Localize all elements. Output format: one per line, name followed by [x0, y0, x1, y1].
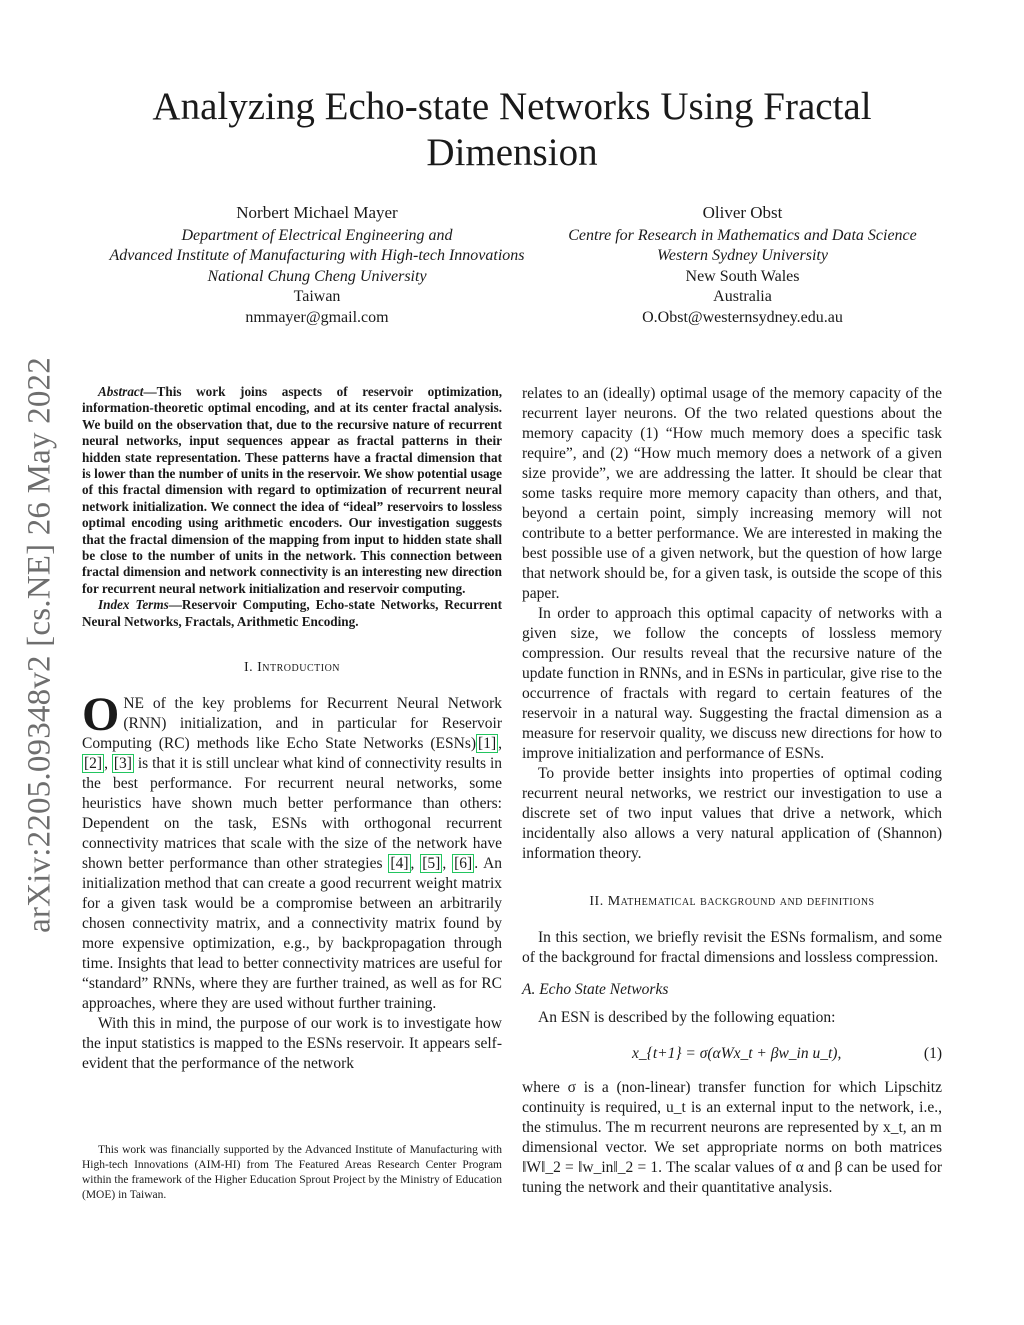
citation-link[interactable]: [1]: [478, 735, 497, 753]
intro-paragraph-2: With this in mind, the purpose of our work is to investigate how the input statistics is mapped to the ESNs reservoir. It appears self-evident that the performance of the network: [82, 1015, 502, 1073]
arxiv-identifier: arXiv:2205.09348v2 [cs.NE] 26 May 2022: [21, 357, 58, 933]
index-terms: [82, 597, 502, 630]
background-intro: In this section, we briefly revisit the ESNs formalism, and some of the background for fractal dimensions and lossless compression.: [522, 929, 942, 966]
author-affiliation: Western Sydney University: [657, 247, 828, 264]
esn-intro: An ESN is described by the following equation:: [538, 1009, 836, 1026]
subsection-heading-esn: A. Echo State Networks: [522, 981, 669, 998]
funding-footnote: This work was financially supported by the Advanced Institute of Manufacturing with High-tech Innovations (AIM-HI) from The Featured Areas Research Center Program within the framework of the Higher Education Sprout Project by the Ministry of Education (MOE) in Taiwan.: [82, 1144, 502, 1201]
right-column: [522, 384, 942, 1198]
arxiv-stamp: [0, 345, 80, 945]
author-name: Oliver Obst: [702, 203, 783, 222]
author-email[interactable]: nmmayer@gmail.com: [245, 308, 389, 326]
citation-link[interactable]: [2]: [84, 755, 103, 773]
author-block-2: [540, 203, 945, 328]
citation-separator: ,: [498, 735, 502, 753]
author-country: Australia: [713, 288, 772, 305]
section-heading-background: II. Mathematical background and definitions: [589, 894, 875, 909]
intro-text-end: . An initialization method that can create a good recurrent weight matrix for a given task would be a compromise between an arbitrarily chosen connectivity matrix, and a connectivity matrix found by more expensive optimization, e.g., by backpropagation through time. Insights that lead to better connectivity matrices are useful for “standard” RNNs, where they are further trained, as well as for RC approaches, where they are used without further training.: [82, 855, 503, 1013]
index-terms-text: —Reservoir Computing, Echo-state Networks, Recurrent Neural Networks, Fractals, Arithmetic Encoding.: [82, 597, 502, 629]
left-column: [82, 384, 502, 1074]
section-heading-introduction: I. Introduction: [243, 660, 341, 676]
author-affiliation: National Chung Cheng University: [207, 267, 427, 285]
abstract-label: Abstract: [98, 384, 144, 399]
citation-separator: ,: [410, 855, 421, 873]
equation-number: (1): [923, 1045, 942, 1062]
equation-1: [522, 1038, 942, 1068]
intro-text-mid: is that it is still unclear what kind of connectivity results in the best performance. For recurrent neural networks, some heuristics have shown much better performance than others: Dependent on the task, ESNs with orthogonal recurrent connectivity matrices that scale with the size of the network have shown better performance than other strategies: [82, 755, 503, 873]
abstract: [82, 384, 502, 597]
esn-description: where σ is a (non-linear) transfer function for which Lipschitz continuity is required, u_t is an external input to the network, i.e., the stimulus. The m recurrent neurons are represented by x_t, an m dimensional vector. We set appropriate norms on both matrices ‖W‖_2 = ‖w_in‖_2 = 1. The scalar values of α and β can be used for tuning the network and their quantitative analysis.: [522, 1079, 942, 1196]
author-block-1: [82, 203, 552, 328]
paper-title: Analyzing Echo-state Networks Using Fractal Dimension: [152, 85, 872, 174]
author-affiliation: Advanced Institute of Manufacturing with High-tech Innovations: [109, 247, 525, 264]
citation-link[interactable]: [6]: [454, 855, 473, 873]
intro-paragraph-2-continued: relates to an (ideally) optimal usage of the memory capacity of the recurrent layer neurons. Of the two related questions about the memory capacity (1) “How much memory does a specific task require”, and (2) “How much memory does a network of a given size provide”, we are addressing the latter. It should be clear that some tasks require more memory capacity than others, and that, beyond a certain point, simply increasing memory will not contribute to a better performance. We are interested in making the best possible use of a given network, but the question of how large that network should be, for a given task, is outside the scope of this paper.: [522, 385, 942, 602]
intro-paragraph-1: [82, 688, 503, 1014]
author-email[interactable]: O.Obst@westernsydney.edu.au: [642, 308, 843, 326]
author-country: Taiwan: [293, 288, 341, 305]
author-affiliation: New South Wales: [685, 267, 800, 285]
intro-paragraph-3: In order to approach this optimal capacity of networks with a given size, we follow the concepts of lossless memory compression. Our results reveal that the recursive nature of the update function in RNNs, and in ESNs in particular, give rise to the occurrence of fractals with regard to certain features of the reservoir in a natural way. Suggesting the fractal dimension as a measure for reservoir quality, we discuss new directions for how to improve initialization and performance of ESNs.: [522, 605, 942, 762]
equation-body: x_{t+1} = σ(αWx_t + βw_in u_t),: [632, 1045, 842, 1062]
intro-text-start: NE of the key problems for Recurrent Neural Network (RNN) initialization, and in particular for Reservoir Computing (RC) methods like Echo State Networks (ESNs): [82, 695, 502, 753]
citation-separator: ,: [442, 855, 453, 873]
index-terms-label: Index Terms: [98, 597, 169, 613]
citation-separator: ,: [104, 755, 112, 773]
citation-link[interactable]: [3]: [113, 755, 132, 773]
drop-cap: O: [82, 688, 120, 742]
citation-link[interactable]: [4]: [390, 855, 409, 873]
author-affiliation: Department of Electrical Engineering and: [181, 226, 453, 244]
author-name: Norbert Michael Mayer: [236, 203, 398, 222]
intro-paragraph-4: To provide better insights into properties of optimal coding recurrent neural networks, we restrict our investigation to use a discrete set of two input values that drive a network, which incidentally also allows a very natural application of (Shannon) information theory.: [522, 765, 942, 862]
abstract-text: —This work joins aspects of reservoir optimization, information-theoretic optimal encoding, and at its center fractal analysis. We build on the observation that, due to the recursive nature of recurrent neural networks, input sequences appear as fractal patterns in their hidden state representation. These patterns have a fractal dimension that is lower than the number of units in the reservoir. We show potential usage of this fractal dimension with regard to optimization of recurrent neural network initialization. We connect the idea of “ideal” reservoirs to lossless optimal encoding using arithmetic encoders. Our investigation suggests that the fractal dimension of the mapping from input to hidden state shall be close to the number of units in the network. This connection between fractal dimension and network connectivity is an interesting new direction for recurrent neural network initialization and reservoir computing.: [82, 384, 502, 596]
author-affiliation: Centre for Research in Mathematics and Data Science: [568, 226, 917, 244]
citation-link[interactable]: [5]: [422, 855, 441, 873]
